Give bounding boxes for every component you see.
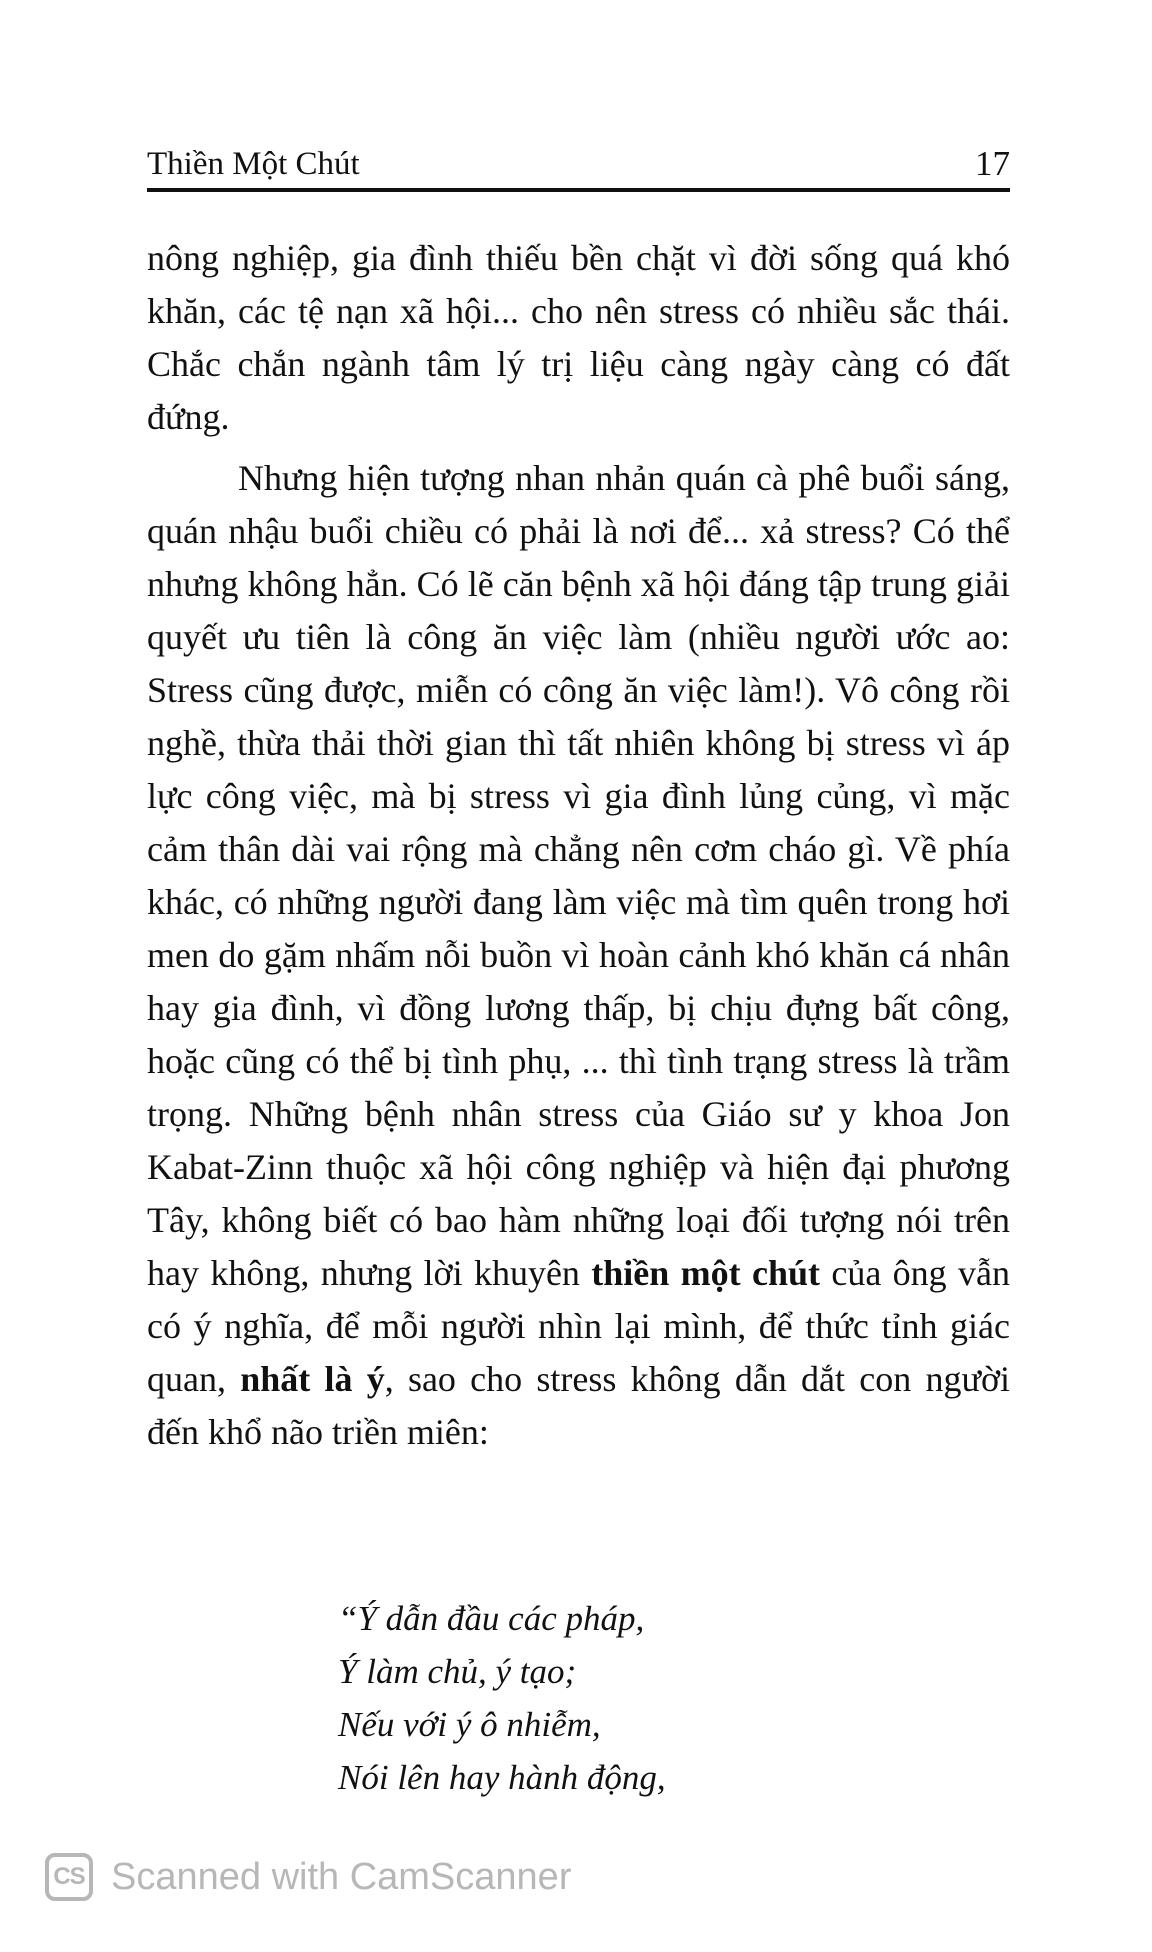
paragraph-text: Nhưng hiện tượng nhan nhản quán cà phê buổi sáng, quán nhậu buổi chiều có phải là nơi để... xả stress? Có thể nhưng không hẳn. Có lẽ căn bệnh xã hội đáng tập trung giải quyết ưu tiên là công ăn việc làm (nhiều người ước ao: Stress cũng được, miễn có công ăn việc làm!). Vô công rồi nghề, thừa thải thời gian thì tất nhiên không bị stress vì áp lực công việc, mà bị stress vì gia đình lủng củng, vì mặc cảm thân dài vai rộng mà chẳng nên cơm cháo gì. Về phía khác, có những người đang làm việc mà tìm quên trong hơi men do gặm nhấm nỗi buồn vì hoàn cảnh khó khăn cá nhân hay gia đình, vì đồng lương thấp, bị chịu đựng bất công, hoặc cũng có thể bị tình phụ, ... thì tình trạng stress là trầm trọng. Những bệnh nhân stress của Giáo sư y khoa Jon Kabat-Zinn thuộc xã hội công nghiệp và hiện đại phương Tây, không biết có bao hàm những loại đối tượng nói trên hay không, nhưng lời khuyên [147, 458, 1010, 1293]
paragraph-text: , sao cho stress không dẫn dắt con người đến khổ não triền miên: [147, 1359, 1011, 1452]
page-number: 17 [975, 144, 1010, 183]
running-header [147, 140, 1010, 192]
bold-phrase-thien-mot-chut: thiền một chút [591, 1253, 821, 1293]
poem-quote [338, 1592, 666, 1804]
bold-phrase-nhat-la-y: nhất là ý [240, 1359, 385, 1399]
poem-line: Ý làm chủ, ý tạo; [338, 1652, 577, 1691]
camscanner-watermark [45, 1850, 571, 1904]
watermark-text: Scanned with CamScanner [111, 1855, 572, 1898]
running-header-title: Thiền Một Chút [147, 146, 360, 182]
poem-line: Nếu với ý ô nhiễm, [338, 1705, 601, 1744]
paragraph-text: của ông vẫn có ý nghĩa, để mỗi người nhìn lại mình, để thức tỉnh giác quan, [147, 1253, 1011, 1399]
poem-line: Nói lên hay hành động, [338, 1758, 666, 1797]
page-body [147, 232, 1010, 1459]
camscanner-logo-icon: CS [45, 1853, 93, 1901]
poem-line: “Ý dẫn đầu các pháp, [338, 1599, 645, 1638]
paragraph-continued: nông nghiệp, gia đình thiếu bền chặt vì đời sống quá khó khăn, các tệ nạn xã hội... cho nên stress có nhiều sắc thái. Chắc chắn ngành tâm lý trị liệu càng ngày càng có đất đứng. [147, 238, 1010, 437]
paragraph-main [147, 452, 1010, 1459]
